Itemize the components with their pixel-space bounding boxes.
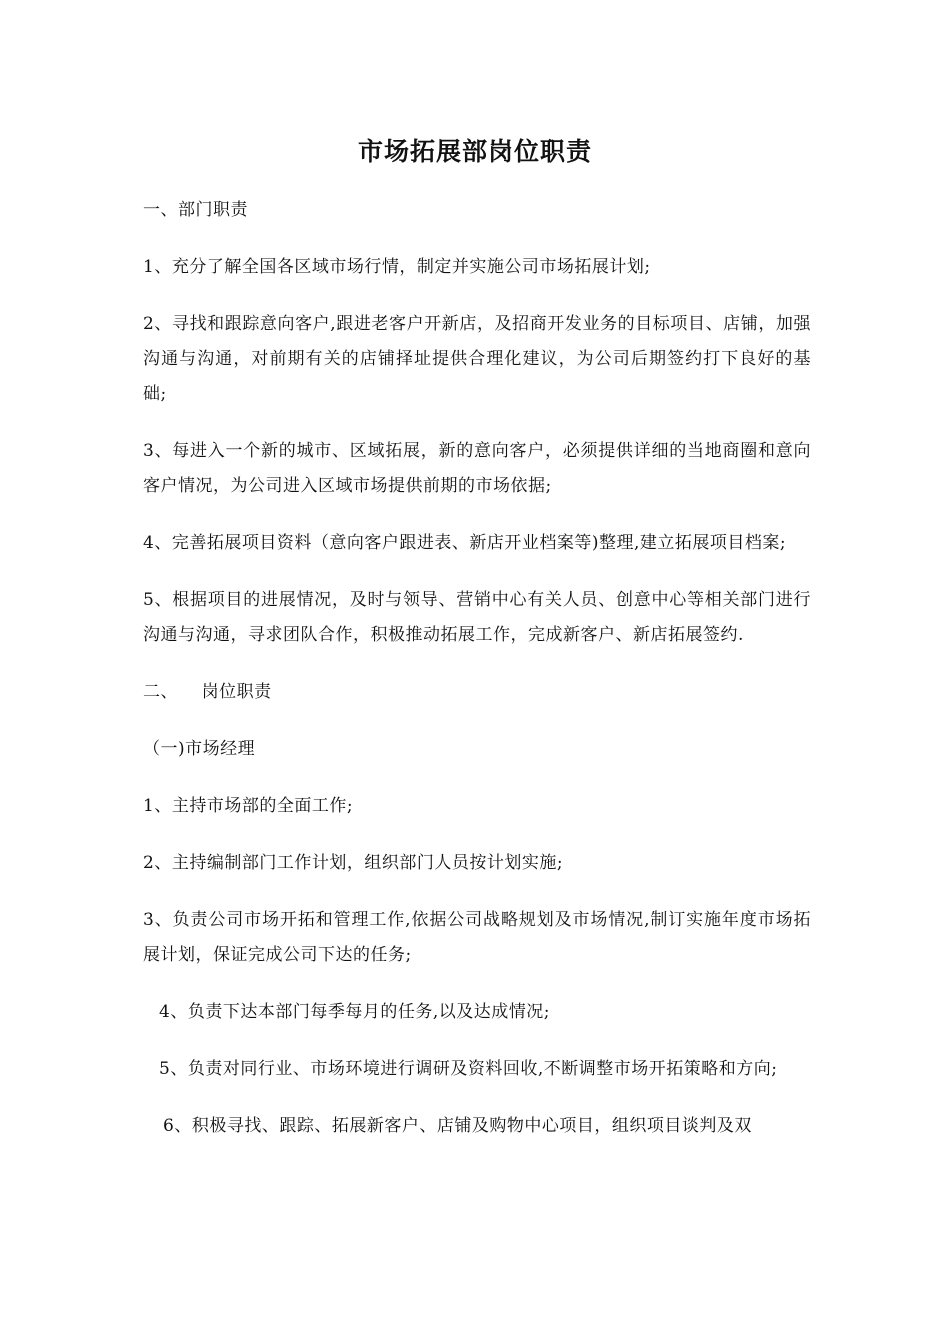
subsection-heading-market-manager: （一)市场经理: [143, 739, 256, 759]
paragraph: 4、负责下达本部门每季每月的任务,以及达成情况;: [159, 1002, 550, 1022]
paragraph: 5、根据项目的进展情况，及时与领导、营销中心有关人员、创意中心等相关部门进行沟通与沟通，寻求团队合作，积极推动拓展工作，完成新客户、新店拓展签约.: [143, 590, 811, 645]
paragraph: 2、主持编制部门工作计划，组织部门人员按计划实施;: [143, 853, 564, 873]
paragraph: 1、主持市场部的全面工作;: [143, 796, 354, 816]
paragraph: 6、积极寻找、跟踪、拓展新客户、店铺及购物中心项目，组织项目谈判及双: [163, 1116, 752, 1136]
paragraph: 3、负责公司市场开拓和管理工作,依据公司战略规划及市场情况,制订实施年度市场拓展计划，保证完成公司下达的任务;: [143, 910, 811, 965]
paragraph: 3、每进入一个新的城市、区域拓展，新的意向客户，必须提供详细的当地商圈和意向客户情况，为公司进入区域市场提供前期的市场依据;: [143, 441, 811, 496]
paragraph: 5、负责对同行业、市场环境进行调研及资料回收,不断调整市场开拓策略和方向;: [159, 1059, 778, 1079]
paragraph: 2、寻找和跟踪意向客户,跟进老客户开新店，及招商开发业务的目标项目、店铺，加强沟通与沟通，对前期有关的店铺择址提供合理化建议，为公司后期签约打下良好的基础;: [143, 314, 811, 404]
paragraph: 4、完善拓展项目资料（意向客户跟进表、新店开业档案等)整理,建立拓展项目档案;: [143, 533, 787, 553]
section-heading-position-duties: 二、 岗位职责: [143, 682, 272, 702]
paragraph: 1、充分了解全国各区域市场行情，制定并实施公司市场拓展计划;: [143, 257, 651, 277]
document-title: 市场拓展部岗位职责: [357, 137, 592, 166]
section-heading-department-duties: 一、部门职责: [143, 200, 248, 220]
document-body: [143, 193, 811, 1166]
